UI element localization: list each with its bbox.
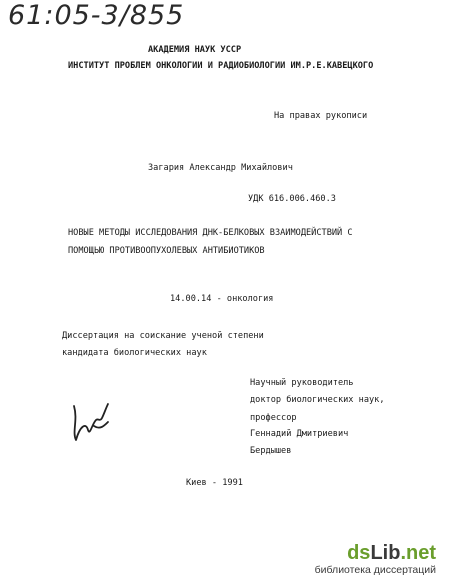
specialty: 14.00.14 - онкология: [170, 294, 274, 304]
rights-note: На правах рукописи: [274, 111, 368, 121]
dissertation-line-2: кандидата биологических наук: [62, 348, 207, 358]
author-name: Загария Александр Михайлович: [148, 163, 293, 173]
logo-part-lib: Lib: [370, 542, 401, 564]
dslib-logo: [315, 543, 436, 563]
supervisor-line-2: доктор биологических наук,: [250, 395, 385, 405]
supervisor-line-1: Научный руководитель: [250, 378, 354, 388]
academy-name: АКАДЕМИЯ НАУК УССР: [148, 45, 242, 55]
logo-part-net: .net: [400, 542, 436, 564]
handwritten-archive-number-text: 61:05-3/855: [8, 0, 185, 31]
dslib-tagline: библиотека диссертаций: [314, 564, 436, 576]
supervisor-line-5: Бердышев: [250, 446, 292, 456]
dissertation-line-1: Диссертация на соискание ученой степени: [62, 331, 264, 341]
institute-name: ИНСТИТУТ ПРОБЛЕМ ОНКОЛОГИИ И РАДИОБИОЛОГИИ ИМ.Р.Е.КАВЕЦКОГО: [68, 61, 374, 71]
udk-code: УДК 616.006.460.3: [248, 194, 336, 204]
place-and-year: Киев - 1991: [186, 478, 243, 488]
title-line-2: ПОМОЩЬЮ ПРОТИВООПУХОЛЕВЫХ АНТИБИОТИКОВ: [68, 246, 265, 256]
signature-mark: [64, 396, 114, 446]
logo-part-ds: ds: [347, 542, 371, 564]
handwritten-archive-number: [8, 0, 184, 31]
supervisor-line-3: профессор: [250, 413, 297, 423]
title-line-1: НОВЫЕ МЕТОДЫ ИССЛЕДОВАНИЯ ДНК-БЕЛКОВЫХ ВЗАИМОДЕЙСТВИЙ С: [68, 228, 353, 238]
supervisor-line-4: Геннадий Дмитриевич: [250, 429, 349, 439]
dslib-watermark: [315, 543, 436, 576]
